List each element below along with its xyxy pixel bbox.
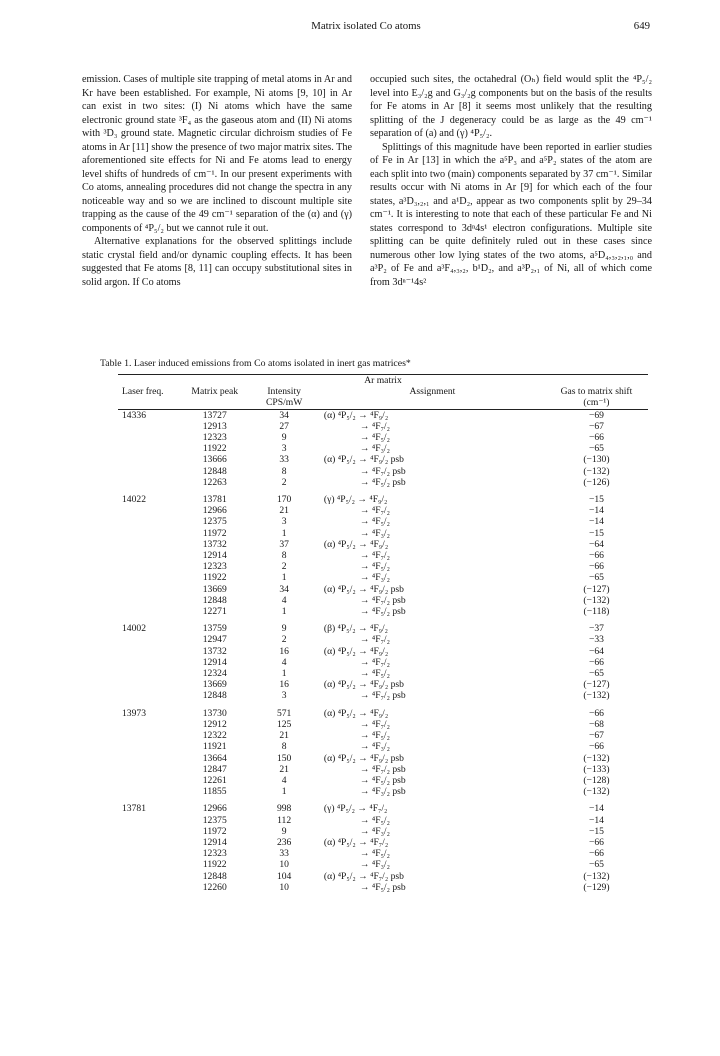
matrix-peak-cell: 12263 — [202, 476, 227, 488]
shift-cell: −66 — [588, 561, 604, 573]
assignment-cell: (β) ⁴P₅/₂ → ⁴F₉/₂ — [323, 623, 389, 635]
intensity-cell: 9 — [281, 432, 287, 444]
assignment-cell: → ⁴F₅/₂ — [359, 668, 390, 680]
laser-freq-cell — [118, 775, 181, 786]
table-row — [118, 634, 648, 645]
header-peak: Matrix peak — [181, 386, 248, 409]
matrix-peak-cell: 12375 — [202, 814, 227, 826]
laser-freq-cell — [118, 786, 181, 797]
shift-cell: −67 — [588, 730, 604, 742]
shift-cell: (−132) — [583, 690, 610, 702]
matrix-peak-cell: 13732 — [202, 538, 227, 550]
table-caption: Table 1. Laser induced emissions from Co atoms isolated in inert gas matrices* — [100, 358, 411, 369]
table-row — [118, 719, 648, 730]
assignment-cell: → ⁴F₅/₂ — [359, 561, 390, 573]
assignment-cell: → ⁴F₇/₂ psb — [359, 465, 406, 477]
matrix-peak-cell: 12260 — [202, 881, 227, 893]
assignment-cell: (α) ⁴P₅/₂ → ⁴F₉/₂ psb — [323, 679, 404, 691]
header-shift: Gas to matrix shift (cm⁻¹) — [545, 386, 648, 409]
shift-cell: (−132) — [583, 465, 610, 477]
shift-cell: −65 — [588, 572, 604, 584]
intensity-cell: 37 — [279, 538, 289, 550]
matrix-peak-cell: 12913 — [202, 420, 227, 432]
matrix-peak-cell: 11972 — [202, 825, 227, 837]
matrix-peak-cell: 13664 — [202, 752, 227, 764]
laser-freq-cell: 13973 — [122, 707, 146, 719]
matrix-peak-cell: 12914 — [202, 656, 227, 668]
matrix-peak-cell: 12847 — [202, 763, 227, 775]
table-row — [118, 797, 648, 814]
matrix-peak-cell: 12375 — [202, 516, 227, 528]
assignment-cell: → ⁴F₃/₂ — [359, 859, 390, 871]
matrix-peak-cell: 11922 — [202, 443, 227, 455]
table-row — [118, 516, 648, 527]
laser-freq-cell — [118, 690, 181, 701]
shift-cell: (−118) — [583, 606, 610, 618]
shift-cell: (−132) — [583, 752, 610, 764]
table-body — [118, 409, 648, 893]
intensity-cell: 125 — [276, 718, 292, 730]
assignment-cell: → ⁴F₅/₂ psb — [359, 476, 406, 488]
shift-cell: −14 — [588, 505, 604, 517]
intensity-cell: 8 — [281, 465, 287, 477]
assignment-cell: (α) ⁴P₅/₂ → ⁴F₉/₂ — [323, 538, 389, 550]
intensity-cell: 16 — [279, 679, 289, 691]
matrix-peak-cell: 13727 — [202, 409, 227, 421]
matrix-peak-cell: 12261 — [202, 774, 227, 786]
laser-freq-cell — [118, 528, 181, 539]
table-row — [118, 606, 648, 617]
left-paragraph-1: emission. Cases of multiple site trapping of metal atoms in Ar and Kr have been established. For example, Ni atoms [9, 10] in Ar can exist in two sites: (I) Ni atoms which have the same electronic ground state ³F₄ as the gaseous atom and (II) Ni atoms with ³D₃ ground state. Magnetic circular dichroism studies of Fe atoms in Ar [11] show the presence of two major matrix sites. The aforementioned site effects for Ni and Fe atoms lead to energy level shifts of hundreds of cm⁻¹. In our present experiments with Co atoms, annealing procedures did not change the spectra in any noticeable way and so we are inclined to discount multiple site trapping as the cause of the 49 cm⁻¹ separation of the (α) and (γ) components of ⁴P₅/₂ but we cannot rule it out. — [82, 74, 352, 234]
laser-freq-cell: 13781 — [122, 803, 146, 815]
laser-freq-cell: 14022 — [122, 494, 146, 506]
assignment-cell: → ⁴F₅/₂ psb — [359, 881, 406, 893]
assignment-cell: (α) ⁴P₅/₂ → ⁴F₇/₂ psb — [323, 870, 404, 882]
shift-cell: (−128) — [583, 774, 610, 786]
intensity-cell: 16 — [279, 645, 289, 657]
assignment-cell: → ⁴F₇/₂ — [359, 718, 390, 730]
assignment-cell: → ⁴F₅/₂ — [359, 730, 390, 742]
laser-freq-cell — [118, 679, 181, 690]
assignment-cell: → ⁴F₅/₂ psb — [359, 606, 406, 618]
intensity-cell: 8 — [281, 550, 287, 562]
table-row — [118, 528, 648, 539]
table-row — [118, 477, 648, 488]
table-row — [118, 454, 648, 465]
shift-cell: −66 — [588, 707, 604, 719]
assignment-cell: (γ) ⁴P₅/₂ → ⁴F₉/₂ — [323, 494, 388, 506]
table-row — [118, 561, 648, 572]
table-row — [118, 466, 648, 477]
table-row — [118, 505, 648, 516]
intensity-cell: 21 — [279, 730, 289, 742]
page-header — [82, 20, 650, 38]
table-row — [118, 488, 648, 505]
shift-cell: −33 — [588, 634, 604, 646]
laser-freq-cell — [118, 477, 181, 488]
intensity-cell: 104 — [276, 870, 292, 882]
shift-cell: −68 — [588, 718, 604, 730]
assignment-cell: (α) ⁴P₅/₂ → ⁴F₉/₂ psb — [323, 454, 404, 466]
assignment-cell: (α) ⁴P₅/₂ → ⁴F₉/₂ — [323, 645, 389, 657]
matrix-peak-cell: 12914 — [202, 836, 227, 848]
assignment-cell: → ⁴F₅/₂ — [359, 848, 390, 860]
laser-freq-cell — [118, 572, 181, 583]
intensity-cell: 3 — [281, 516, 287, 528]
right-column — [370, 73, 652, 289]
shift-cell: −14 — [588, 803, 604, 815]
laser-freq-cell — [118, 826, 181, 837]
table-row — [118, 859, 648, 870]
matrix-peak-cell: 11855 — [202, 786, 227, 798]
assignment-cell: → ⁴F₅/₂ — [359, 432, 390, 444]
intensity-cell: 1 — [281, 572, 287, 584]
assignment-cell: → ⁴F₅/₂ — [359, 814, 390, 826]
matrix-peak-cell: 12947 — [202, 634, 227, 646]
shift-cell: −69 — [588, 409, 604, 421]
laser-freq-cell — [118, 595, 181, 606]
matrix-peak-cell: 12914 — [202, 550, 227, 562]
shift-cell: −66 — [588, 656, 604, 668]
intensity-cell: 9 — [281, 825, 287, 837]
shift-cell: −14 — [588, 516, 604, 528]
table-row — [118, 702, 648, 719]
assignment-cell: (α) ⁴P₅/₂ → ⁴F₉/₂ — [323, 707, 389, 719]
assignment-cell: → ⁴F₇/₂ psb — [359, 763, 406, 775]
assignment-cell: → ⁴F₇/₂ — [359, 656, 390, 668]
intensity-cell: 27 — [279, 420, 289, 432]
shift-cell: (−129) — [583, 881, 610, 893]
matrix-peak-cell: 12323 — [202, 432, 227, 444]
table-row — [118, 595, 648, 606]
assignment-cell: → ⁴F₇/₂ psb — [359, 690, 406, 702]
shift-cell: (−133) — [583, 763, 610, 775]
laser-freq-cell — [118, 516, 181, 527]
intensity-cell: 21 — [279, 763, 289, 775]
table-row — [118, 421, 648, 432]
shift-cell: −15 — [588, 494, 604, 506]
table-row — [118, 786, 648, 797]
table-row — [118, 443, 648, 454]
table-row — [118, 764, 648, 775]
shift-cell: (−126) — [583, 476, 610, 488]
laser-freq-cell — [118, 837, 181, 848]
shift-cell: −65 — [588, 859, 604, 871]
laser-freq-cell — [118, 432, 181, 443]
matrix-peak-cell: 12271 — [202, 606, 227, 618]
matrix-peak-cell: 12848 — [202, 690, 227, 702]
shift-cell: (−132) — [583, 786, 610, 798]
intensity-cell: 2 — [281, 634, 287, 646]
intensity-cell: 236 — [276, 836, 292, 848]
assignment-cell: → ⁴F₇/₂ — [359, 420, 390, 432]
laser-freq-cell — [118, 871, 181, 882]
assignment-cell: (α) ⁴P₅/₂ → ⁴F₉/₂ psb — [323, 583, 404, 595]
shift-cell: −65 — [588, 668, 604, 680]
shift-cell: −66 — [588, 848, 604, 860]
laser-freq-cell — [118, 443, 181, 454]
table-row — [118, 668, 648, 679]
shift-cell: −66 — [588, 741, 604, 753]
table-row — [118, 584, 648, 595]
assignment-cell: → ⁴F₃/₂ — [359, 572, 390, 584]
laser-freq-cell — [118, 505, 181, 516]
laser-freq-cell — [118, 730, 181, 741]
table-row — [118, 775, 648, 786]
matrix-peak-cell: 12848 — [202, 870, 227, 882]
left-column — [82, 73, 352, 289]
intensity-cell: 10 — [279, 881, 289, 893]
intensity-cell: 571 — [276, 707, 292, 719]
assignment-cell: → ⁴F₃/₂ — [359, 825, 390, 837]
shift-cell: −14 — [588, 814, 604, 826]
matrix-peak-cell: 11972 — [202, 527, 227, 539]
table-row — [118, 815, 648, 826]
page-number: 649 — [633, 20, 650, 32]
shift-cell: −15 — [588, 825, 604, 837]
table-row — [118, 657, 648, 668]
assignment-cell: → ⁴F₇/₂ — [359, 550, 390, 562]
assignment-cell: → ⁴F₇/₂ — [359, 505, 390, 517]
shift-cell: −65 — [588, 443, 604, 455]
laser-freq-cell — [118, 421, 181, 432]
shift-cell: (−130) — [583, 454, 610, 466]
table-row — [118, 550, 648, 561]
intensity-cell: 33 — [279, 848, 289, 860]
shift-cell: −64 — [588, 645, 604, 657]
laser-freq-cell — [118, 719, 181, 730]
assignment-cell: (α) ⁴P₅/₂ → ⁴F₉/₂ psb — [323, 752, 404, 764]
matrix-peak-cell: 12966 — [202, 803, 227, 815]
table-row — [118, 572, 648, 583]
right-paragraph-1: occupied such sites, the octahedral (Oₕ) field would split the ⁴P₅/₂ level into E₃/₂g and G₃/₂g components but on the basis of the results for Fe atoms in Ar [8] it seems most unlikely that the resulting splitting of the J degeneracy could be as large as the 49 cm⁻¹ separation of (a) and (γ) ⁴P₅/₂. — [370, 74, 652, 139]
laser-freq-cell — [118, 848, 181, 859]
laser-freq-cell — [118, 539, 181, 550]
intensity-cell: 4 — [281, 774, 287, 786]
table-row — [118, 848, 648, 859]
laser-freq-cell — [118, 859, 181, 870]
table-row — [118, 730, 648, 741]
table-row — [118, 741, 648, 752]
intensity-cell: 2 — [281, 561, 287, 573]
shift-cell: (−127) — [583, 679, 610, 691]
intensity-cell: 3 — [281, 443, 287, 455]
table-row — [118, 690, 648, 701]
laser-freq-cell — [118, 753, 181, 764]
matrix-peak-cell: 12966 — [202, 505, 227, 517]
laser-freq-cell — [118, 454, 181, 465]
laser-freq-cell — [118, 561, 181, 572]
matrix-peak-cell: 12324 — [202, 668, 227, 680]
laser-freq-cell — [118, 606, 181, 617]
intensity-cell: 4 — [281, 656, 287, 668]
table-row — [118, 837, 648, 848]
laser-freq-cell — [118, 466, 181, 477]
laser-freq-cell — [118, 882, 181, 893]
intensity-cell: 3 — [281, 690, 287, 702]
shift-cell: (−132) — [583, 594, 610, 606]
shift-cell: −66 — [588, 836, 604, 848]
matrix-peak-cell: 12848 — [202, 594, 227, 606]
matrix-peak-cell: 13669 — [202, 679, 227, 691]
assignment-cell: (α) ⁴P₅/₂ → ⁴F₉/₂ — [323, 409, 389, 421]
laser-freq-cell: 14336 — [122, 409, 146, 421]
header-laser: Laser freq. — [118, 386, 181, 409]
matrix-peak-cell: 12323 — [202, 561, 227, 573]
laser-freq-cell — [118, 550, 181, 561]
matrix-peak-cell: 11922 — [202, 859, 227, 871]
laser-freq-cell — [118, 646, 181, 657]
intensity-cell: 34 — [279, 409, 289, 421]
shift-cell: −66 — [588, 550, 604, 562]
assignment-cell: (γ) ⁴P₅/₂ → ⁴F₇/₂ — [323, 803, 388, 815]
intensity-cell: 1 — [281, 668, 287, 680]
shift-cell: −67 — [588, 420, 604, 432]
assignment-cell: → ⁴F₃/₂ — [359, 443, 390, 455]
intensity-cell: 1 — [281, 786, 287, 798]
laser-freq-cell — [118, 634, 181, 645]
table-row — [118, 617, 648, 634]
intensity-cell: 9 — [281, 623, 287, 635]
assignment-cell: → ⁴F₃/₂ — [359, 527, 390, 539]
laser-freq-cell — [118, 764, 181, 775]
left-paragraph-2: Alternative explanations for the observed splittings include static crystal field and/or dynamic coupling effects. It has been suggested that Fe atoms [8, 11] can occupy substitutional sites in solid argon. If Co atoms — [82, 236, 352, 288]
laser-freq-cell — [118, 815, 181, 826]
shift-cell: −64 — [588, 538, 604, 550]
matrix-peak-cell: 13669 — [202, 583, 227, 595]
laser-freq-cell — [118, 741, 181, 752]
intensity-cell: 8 — [281, 741, 287, 753]
assignment-cell: (α) ⁴P₅/₂ → ⁴F₇/₂ — [323, 836, 389, 848]
matrix-peak-cell: 11922 — [202, 572, 227, 584]
matrix-label: Ar matrix — [364, 375, 402, 386]
assignment-cell: → ⁴F₇/₂ — [359, 634, 390, 646]
table-row — [118, 646, 648, 657]
table-row — [118, 753, 648, 764]
matrix-peak-cell: 12848 — [202, 465, 227, 477]
table-row — [118, 409, 648, 421]
intensity-cell: 21 — [279, 505, 289, 517]
shift-cell: −66 — [588, 432, 604, 444]
laser-freq-cell — [118, 657, 181, 668]
intensity-cell: 4 — [281, 594, 287, 606]
shift-cell: −15 — [588, 527, 604, 539]
table-row — [118, 432, 648, 443]
matrix-peak-cell: 13666 — [202, 454, 227, 466]
running-title: Matrix isolated Co atoms — [311, 20, 421, 32]
emissions-table — [118, 374, 648, 893]
assignment-cell: → ⁴F₃/₂ — [359, 741, 390, 753]
laser-freq-cell — [118, 584, 181, 595]
header-intensity: Intensity CPS/mW — [248, 386, 320, 409]
intensity-cell: 33 — [279, 454, 289, 466]
shift-cell: −37 — [588, 623, 604, 635]
table-row — [118, 539, 648, 550]
right-paragraph-2: Splittings of this magnitude have been reported in earlier studies of Fe in Ar [13] in which the a⁵P₃ and a⁵P₂ states of the atom are each split into two (main) components separated by 37 cm⁻¹. Similar results occur with Ni atoms in Ar [9] for which each of the four states, a³D₃,₂,₁ and a¹D₂, appear as two components split by 29–34 cm⁻¹. It is interesting to note that each of these particular Fe and Ni states correspond to 3dⁿ4s¹ electron configurations. Multiple site splitting can be quite definitely ruled out in these cases since numerous other low lying states of the two atoms, a⁵D₄,₃,₂,₁,₀ and a³P₂ of Fe and a³F₄,₃,₂, b¹D₂, and a³P₂,₁ of Ni, all of which come from 3dⁿ⁻¹4s² — [370, 141, 652, 288]
matrix-peak-cell: 13732 — [202, 645, 227, 657]
intensity-cell: 170 — [276, 494, 292, 506]
intensity-cell: 998 — [276, 803, 292, 815]
laser-freq-cell: 14002 — [122, 623, 146, 635]
table-row — [118, 882, 648, 893]
intensity-cell: 1 — [281, 606, 287, 618]
table-row — [118, 871, 648, 882]
laser-freq-cell — [118, 668, 181, 679]
matrix-peak-cell: 12323 — [202, 848, 227, 860]
assignment-cell: → ⁴F₇/₂ psb — [359, 594, 406, 606]
matrix-peak-cell: 13759 — [202, 623, 227, 635]
intensity-cell: 1 — [281, 527, 287, 539]
assignment-cell: → ⁴F₅/₂ — [359, 516, 390, 528]
assignment-cell: → ⁴F₃/₂ psb — [359, 786, 406, 798]
intensity-cell: 150 — [276, 752, 292, 764]
intensity-cell: 112 — [277, 814, 292, 826]
matrix-peak-cell: 13730 — [202, 707, 227, 719]
table-row — [118, 679, 648, 690]
shift-cell: (−132) — [583, 870, 610, 882]
intensity-cell: 10 — [279, 859, 289, 871]
table-row — [118, 826, 648, 837]
matrix-peak-cell: 11921 — [202, 741, 227, 753]
assignment-cell: → ⁴F₅/₂ psb — [359, 774, 406, 786]
intensity-cell: 2 — [281, 476, 287, 488]
header-assignment: Assignment — [320, 386, 545, 409]
intensity-cell: 34 — [279, 583, 289, 595]
matrix-peak-cell: 12322 — [202, 730, 227, 742]
shift-cell: (−127) — [583, 583, 610, 595]
matrix-peak-cell: 12912 — [202, 718, 227, 730]
matrix-peak-cell: 13781 — [202, 494, 227, 506]
